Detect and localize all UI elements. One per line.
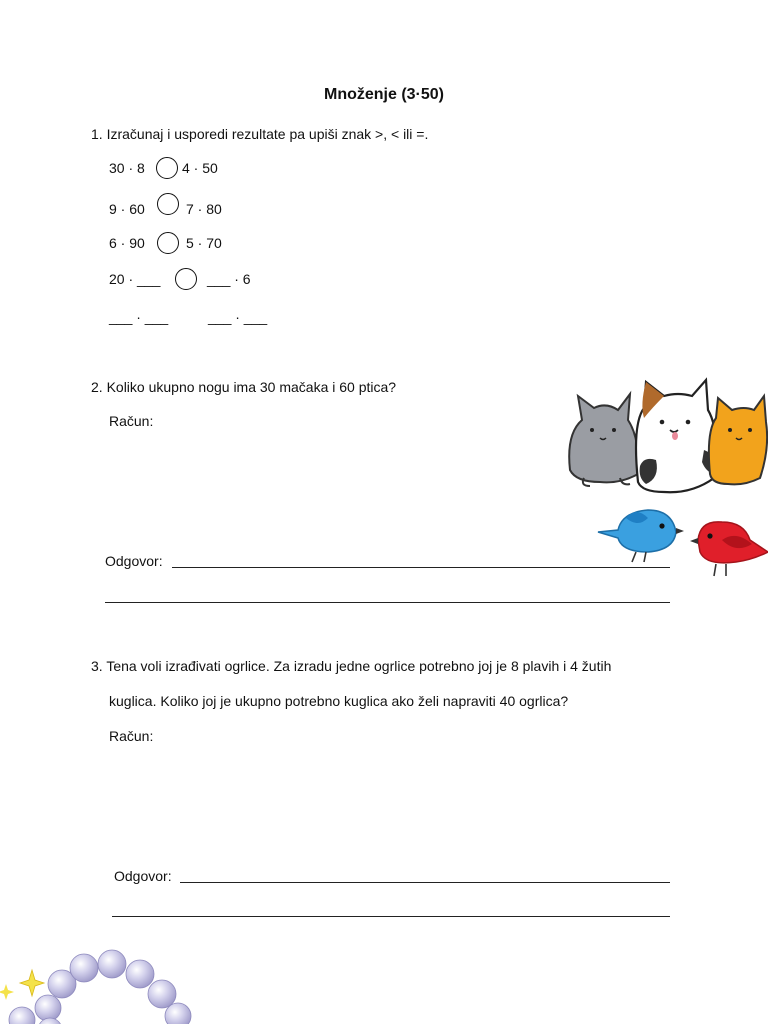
task3-line1: 3. Tena voli izrađivati ogrlice. Za izradu jedne ogrlice potrebno joj je 8 plavih i 4 žutih: [91, 658, 612, 674]
compare-circle-1[interactable]: [156, 157, 178, 179]
task1-instruction: 1. Izračunaj i usporedi rezultate pa upiši znak >, < ili =.: [91, 126, 429, 142]
task3-calc-label: Račun:: [109, 728, 154, 744]
task2-question: 2. Koliko ukupno nogu ima 30 mačaka i 60 ptica?: [91, 379, 397, 395]
task3-line2: kuglica. Koliko joj je ukupno potrebno kuglica ako želi napraviti 40 ogrlica?: [109, 693, 569, 709]
bead-necklace-illustration: [0, 944, 200, 1024]
task2-answer-line-2[interactable]: [105, 602, 670, 603]
task3-answer-line-1[interactable]: [180, 882, 670, 883]
task2-answer-label: Odgovor:: [105, 553, 163, 569]
task3-answer-label: Odgovor:: [114, 868, 172, 884]
task1-row1-left: 30 · 8: [109, 160, 145, 176]
task1-blanks-right[interactable]: ___ · ___: [208, 309, 268, 325]
compare-circle-3[interactable]: [157, 232, 179, 254]
birds-illustration: [596, 500, 768, 586]
page-title: Množenje (3·50): [323, 86, 444, 103]
grey-cat-icon: [569, 394, 638, 486]
compare-circle-2[interactable]: [157, 193, 179, 215]
task1-row2-left: 9 · 60: [109, 201, 145, 217]
task2-calc-label: Račun:: [109, 413, 154, 429]
task1-row3-right: 5 · 70: [186, 235, 222, 251]
task3-answer-line-2[interactable]: [112, 916, 670, 917]
calico-cat-icon: [636, 380, 716, 492]
task1-row1-right: 4 · 50: [182, 160, 218, 176]
bead-icon: [9, 950, 191, 1024]
sparkle-icon: [0, 970, 44, 1000]
task1-row4-left: 20 · ___: [109, 271, 161, 287]
compare-circle-4[interactable]: [175, 268, 197, 290]
task1-blanks-left[interactable]: ___ · ___: [109, 309, 169, 325]
blue-bird-icon: [598, 510, 684, 562]
orange-cat-icon: [709, 396, 767, 484]
task1-row3-left: 6 · 90: [109, 235, 145, 251]
cats-illustration: [560, 374, 768, 498]
red-bird-icon: [690, 522, 768, 576]
task1-row4-right: ___ · 6: [207, 271, 251, 287]
task1-row2-right: 7 · 80: [186, 201, 222, 217]
